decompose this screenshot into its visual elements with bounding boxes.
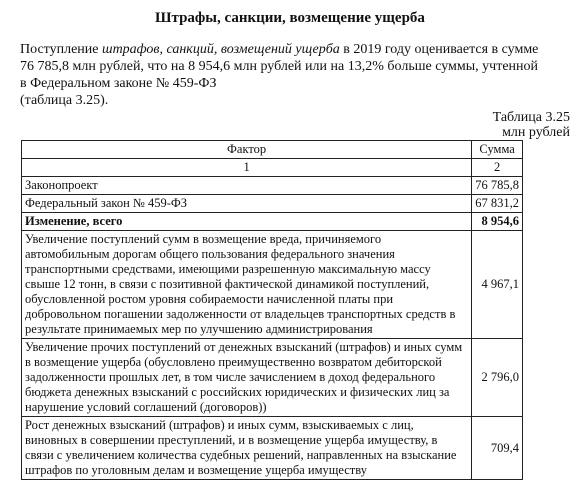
row-factor: Увеличение поступлений сумм в возмещение вреда, причиняемого автомобильным дорогам общего пользования федерального значения транспортными средствами, имеющими разрешенную максимальную массу свыше 12 тонн, в связи с позитивной фактической динамикой поступлений, обусловленной ростом уровня собираемости начисленной платы при добровольном погашении задолженности от владельцев транспортных средств в результате принимаемых мер по улучшению администрирования <box>22 231 472 339</box>
row-factor: Рост денежных взысканий (штрафов) и иных сумм, взыскиваемых с лиц, виновных в совершении преступлений, и в возмещение ущерба имуществу, в связи с увеличением количества судебных решений, направленных на взыскание штрафов по уголовным делам и возмещение ущерба имуществу <box>22 417 472 480</box>
table-row <box>22 231 523 339</box>
intro-text-main: в 2019 году оценивается в сумме 76 785,8 млн рублей, что на 8 954,6 млн рублей или на 13,2% больше суммы, учтенной в Федеральном законе № 459-ФЗ <box>20 42 539 91</box>
factor-table <box>21 140 523 480</box>
row-factor: Увеличение прочих поступлений от денежных взысканий (штрафов) и иных сумм в возмещение ущерба (обусловлено преимущественно возвратом дебиторской задолженности прошлых лет, в том числе зачислением в доход федерального бюджета денежных взысканий с российских юридических и физических лиц за нарушение условий соглашений (договоров)) <box>22 339 472 417</box>
document-title: Штрафы, санкции, возмещение ущерба <box>155 10 425 26</box>
row-sum: 8 954,6 <box>472 213 523 231</box>
table-row <box>22 177 523 195</box>
column-number-2: 2 <box>472 159 523 177</box>
row-sum: 67 831,2 <box>472 195 523 213</box>
table-row-total <box>22 213 523 231</box>
table-row <box>22 417 523 480</box>
intro-table-reference: (таблица 3.25). <box>20 93 109 108</box>
table-row <box>22 195 523 213</box>
table-column-number-row <box>22 159 523 177</box>
column-number-1: 1 <box>22 159 472 177</box>
header-sum: Сумма <box>472 141 523 159</box>
row-factor: Федеральный закон № 459-ФЗ <box>22 195 472 213</box>
row-factor: Изменение, всего <box>22 213 472 231</box>
row-factor: Законопроект <box>22 177 472 195</box>
table-number: Таблица 3.25 <box>492 110 570 125</box>
table-header-row <box>22 141 523 159</box>
row-sum: 709,4 <box>472 417 523 480</box>
table-caption <box>493 110 570 140</box>
header-factor: Фактор <box>22 141 472 159</box>
intro-text-italic: штрафов, санкций, возмещений ущерба <box>102 42 340 57</box>
intro-text-start: Поступление <box>20 42 102 57</box>
intro-paragraph <box>20 41 540 109</box>
row-sum: 76 785,8 <box>472 177 523 195</box>
row-sum: 2 796,0 <box>472 339 523 417</box>
table-units: млн рублей <box>502 125 570 140</box>
table-row <box>22 339 523 417</box>
row-sum: 4 967,1 <box>472 231 523 339</box>
